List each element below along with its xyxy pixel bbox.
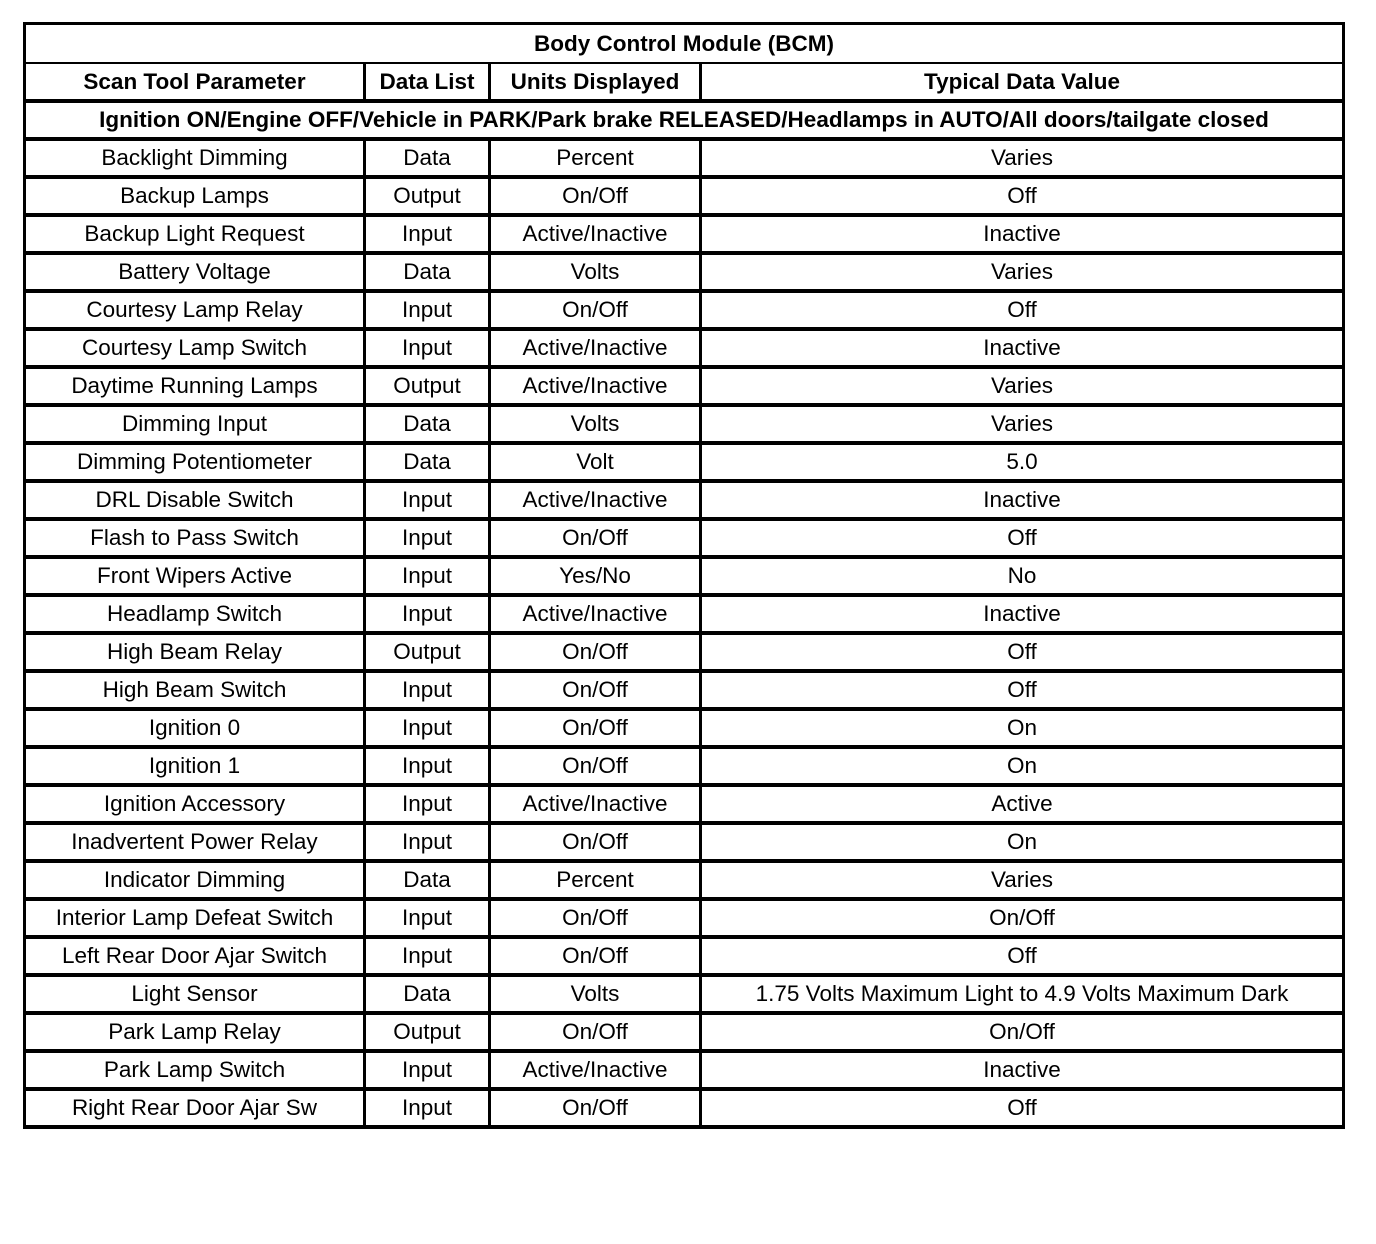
- header-data-list: Data List: [365, 63, 490, 101]
- cell-parameter: Courtesy Lamp Switch: [25, 329, 365, 367]
- test-condition: Ignition ON/Engine OFF/Vehicle in PARK/Park brake RELEASED/Headlamps in AUTO/All doors/tailgate closed: [25, 101, 1344, 139]
- cell-parameter: Backup Light Request: [25, 215, 365, 253]
- header-typical-data-value: Typical Data Value: [701, 63, 1344, 101]
- cell-units: On/Off: [490, 937, 701, 975]
- cell-data-list: Input: [365, 937, 490, 975]
- table-title: Body Control Module (BCM): [25, 24, 1344, 64]
- cell-data-list: Output: [365, 1013, 490, 1051]
- cell-units: Active/Inactive: [490, 329, 701, 367]
- cell-units: Volt: [490, 443, 701, 481]
- cell-data-list: Data: [365, 253, 490, 291]
- cell-data-list: Input: [365, 557, 490, 595]
- cell-data-list: Data: [365, 861, 490, 899]
- cell-data-list: Input: [365, 785, 490, 823]
- cell-data-list: Input: [365, 1089, 490, 1127]
- table-row: [25, 1013, 1344, 1051]
- cell-typical-value: Active: [701, 785, 1344, 823]
- table-row: [25, 899, 1344, 937]
- cell-parameter: Ignition 1: [25, 747, 365, 785]
- column-header-row: [25, 63, 1344, 101]
- cell-parameter: Park Lamp Relay: [25, 1013, 365, 1051]
- cell-data-list: Input: [365, 899, 490, 937]
- table-row: [25, 329, 1344, 367]
- cell-data-list: Data: [365, 443, 490, 481]
- table-row: [25, 443, 1344, 481]
- cell-typical-value: Varies: [701, 139, 1344, 177]
- cell-units: Yes/No: [490, 557, 701, 595]
- cell-typical-value: Off: [701, 519, 1344, 557]
- cell-typical-value: On/Off: [701, 1013, 1344, 1051]
- cell-parameter: Indicator Dimming: [25, 861, 365, 899]
- cell-units: On/Off: [490, 709, 701, 747]
- cell-data-list: Input: [365, 291, 490, 329]
- cell-units: Percent: [490, 139, 701, 177]
- cell-units: Active/Inactive: [490, 215, 701, 253]
- cell-units: On/Off: [490, 177, 701, 215]
- cell-parameter: Interior Lamp Defeat Switch: [25, 899, 365, 937]
- cell-typical-value: Off: [701, 1089, 1344, 1127]
- cell-typical-value: Inactive: [701, 481, 1344, 519]
- cell-typical-value: Off: [701, 177, 1344, 215]
- cell-typical-value: Inactive: [701, 329, 1344, 367]
- table-row: [25, 405, 1344, 443]
- cell-typical-value: Varies: [701, 367, 1344, 405]
- table-row: [25, 671, 1344, 709]
- cell-parameter: Backup Lamps: [25, 177, 365, 215]
- cell-units: On/Off: [490, 899, 701, 937]
- cell-typical-value: No: [701, 557, 1344, 595]
- cell-units: Volts: [490, 253, 701, 291]
- cell-parameter: Daytime Running Lamps: [25, 367, 365, 405]
- cell-data-list: Input: [365, 329, 490, 367]
- cell-parameter: Inadvertent Power Relay: [25, 823, 365, 861]
- cell-data-list: Data: [365, 405, 490, 443]
- cell-data-list: Input: [365, 709, 490, 747]
- cell-parameter: Dimming Potentiometer: [25, 443, 365, 481]
- cell-parameter: Courtesy Lamp Relay: [25, 291, 365, 329]
- table-row: [25, 633, 1344, 671]
- header-scan-tool-parameter: Scan Tool Parameter: [25, 63, 365, 101]
- cell-units: On/Off: [490, 823, 701, 861]
- cell-typical-value: Off: [701, 937, 1344, 975]
- table-row: [25, 519, 1344, 557]
- cell-parameter: Flash to Pass Switch: [25, 519, 365, 557]
- cell-units: On/Off: [490, 1013, 701, 1051]
- table-row: [25, 709, 1344, 747]
- cell-data-list: Input: [365, 215, 490, 253]
- cell-data-list: Input: [365, 747, 490, 785]
- cell-units: On/Off: [490, 519, 701, 557]
- cell-typical-value: Off: [701, 671, 1344, 709]
- cell-typical-value: Inactive: [701, 215, 1344, 253]
- cell-units: Active/Inactive: [490, 481, 701, 519]
- cell-typical-value: Off: [701, 291, 1344, 329]
- cell-units: Percent: [490, 861, 701, 899]
- cell-units: Active/Inactive: [490, 367, 701, 405]
- cell-parameter: Backlight Dimming: [25, 139, 365, 177]
- test-condition-row: [25, 101, 1344, 139]
- table-row: [25, 595, 1344, 633]
- table-row: [25, 861, 1344, 899]
- cell-parameter: Headlamp Switch: [25, 595, 365, 633]
- cell-data-list: Input: [365, 823, 490, 861]
- cell-data-list: Data: [365, 139, 490, 177]
- cell-typical-value: On: [701, 747, 1344, 785]
- cell-parameter: Park Lamp Switch: [25, 1051, 365, 1089]
- cell-data-list: Input: [365, 671, 490, 709]
- cell-typical-value: Inactive: [701, 595, 1344, 633]
- cell-typical-value: Varies: [701, 861, 1344, 899]
- cell-units: On/Off: [490, 671, 701, 709]
- cell-data-list: Input: [365, 1051, 490, 1089]
- table-row: [25, 785, 1344, 823]
- table-row: [25, 291, 1344, 329]
- header-units-displayed: Units Displayed: [490, 63, 701, 101]
- table-row: [25, 975, 1344, 1013]
- bcm-data-table: [23, 22, 1345, 1129]
- cell-data-list: Input: [365, 519, 490, 557]
- cell-units: Volts: [490, 405, 701, 443]
- cell-typical-value: On/Off: [701, 899, 1344, 937]
- table-row: [25, 177, 1344, 215]
- cell-parameter: Left Rear Door Ajar Switch: [25, 937, 365, 975]
- cell-units: On/Off: [490, 633, 701, 671]
- cell-parameter: Ignition 0: [25, 709, 365, 747]
- table-row: [25, 367, 1344, 405]
- cell-parameter: DRL Disable Switch: [25, 481, 365, 519]
- cell-typical-value: 5.0: [701, 443, 1344, 481]
- table-row: [25, 747, 1344, 785]
- cell-parameter: Right Rear Door Ajar Sw: [25, 1089, 365, 1127]
- table-row: [25, 215, 1344, 253]
- cell-units: On/Off: [490, 291, 701, 329]
- cell-units: Active/Inactive: [490, 785, 701, 823]
- cell-typical-value: Off: [701, 633, 1344, 671]
- cell-parameter: Light Sensor: [25, 975, 365, 1013]
- cell-data-list: Input: [365, 595, 490, 633]
- cell-units: Active/Inactive: [490, 1051, 701, 1089]
- cell-parameter: High Beam Switch: [25, 671, 365, 709]
- table-body: [25, 139, 1344, 1127]
- cell-parameter: Front Wipers Active: [25, 557, 365, 595]
- cell-data-list: Output: [365, 633, 490, 671]
- cell-typical-value: On: [701, 823, 1344, 861]
- cell-units: Volts: [490, 975, 701, 1013]
- cell-parameter: Dimming Input: [25, 405, 365, 443]
- table-row: [25, 139, 1344, 177]
- cell-typical-value: Varies: [701, 253, 1344, 291]
- table-row: [25, 557, 1344, 595]
- table-row: [25, 253, 1344, 291]
- table-row: [25, 481, 1344, 519]
- cell-data-list: Data: [365, 975, 490, 1013]
- cell-typical-value: Inactive: [701, 1051, 1344, 1089]
- table-row: [25, 1089, 1344, 1127]
- cell-units: Active/Inactive: [490, 595, 701, 633]
- cell-parameter: High Beam Relay: [25, 633, 365, 671]
- cell-parameter: Battery Voltage: [25, 253, 365, 291]
- cell-data-list: Output: [365, 367, 490, 405]
- table-row: [25, 937, 1344, 975]
- cell-typical-value: On: [701, 709, 1344, 747]
- cell-typical-value: 1.75 Volts Maximum Light to 4.9 Volts Maximum Dark: [701, 975, 1344, 1013]
- cell-units: On/Off: [490, 747, 701, 785]
- cell-data-list: Input: [365, 481, 490, 519]
- cell-data-list: Output: [365, 177, 490, 215]
- table-title-row: [25, 24, 1344, 64]
- cell-units: On/Off: [490, 1089, 701, 1127]
- cell-typical-value: Varies: [701, 405, 1344, 443]
- table-row: [25, 823, 1344, 861]
- cell-parameter: Ignition Accessory: [25, 785, 365, 823]
- table-row: [25, 1051, 1344, 1089]
